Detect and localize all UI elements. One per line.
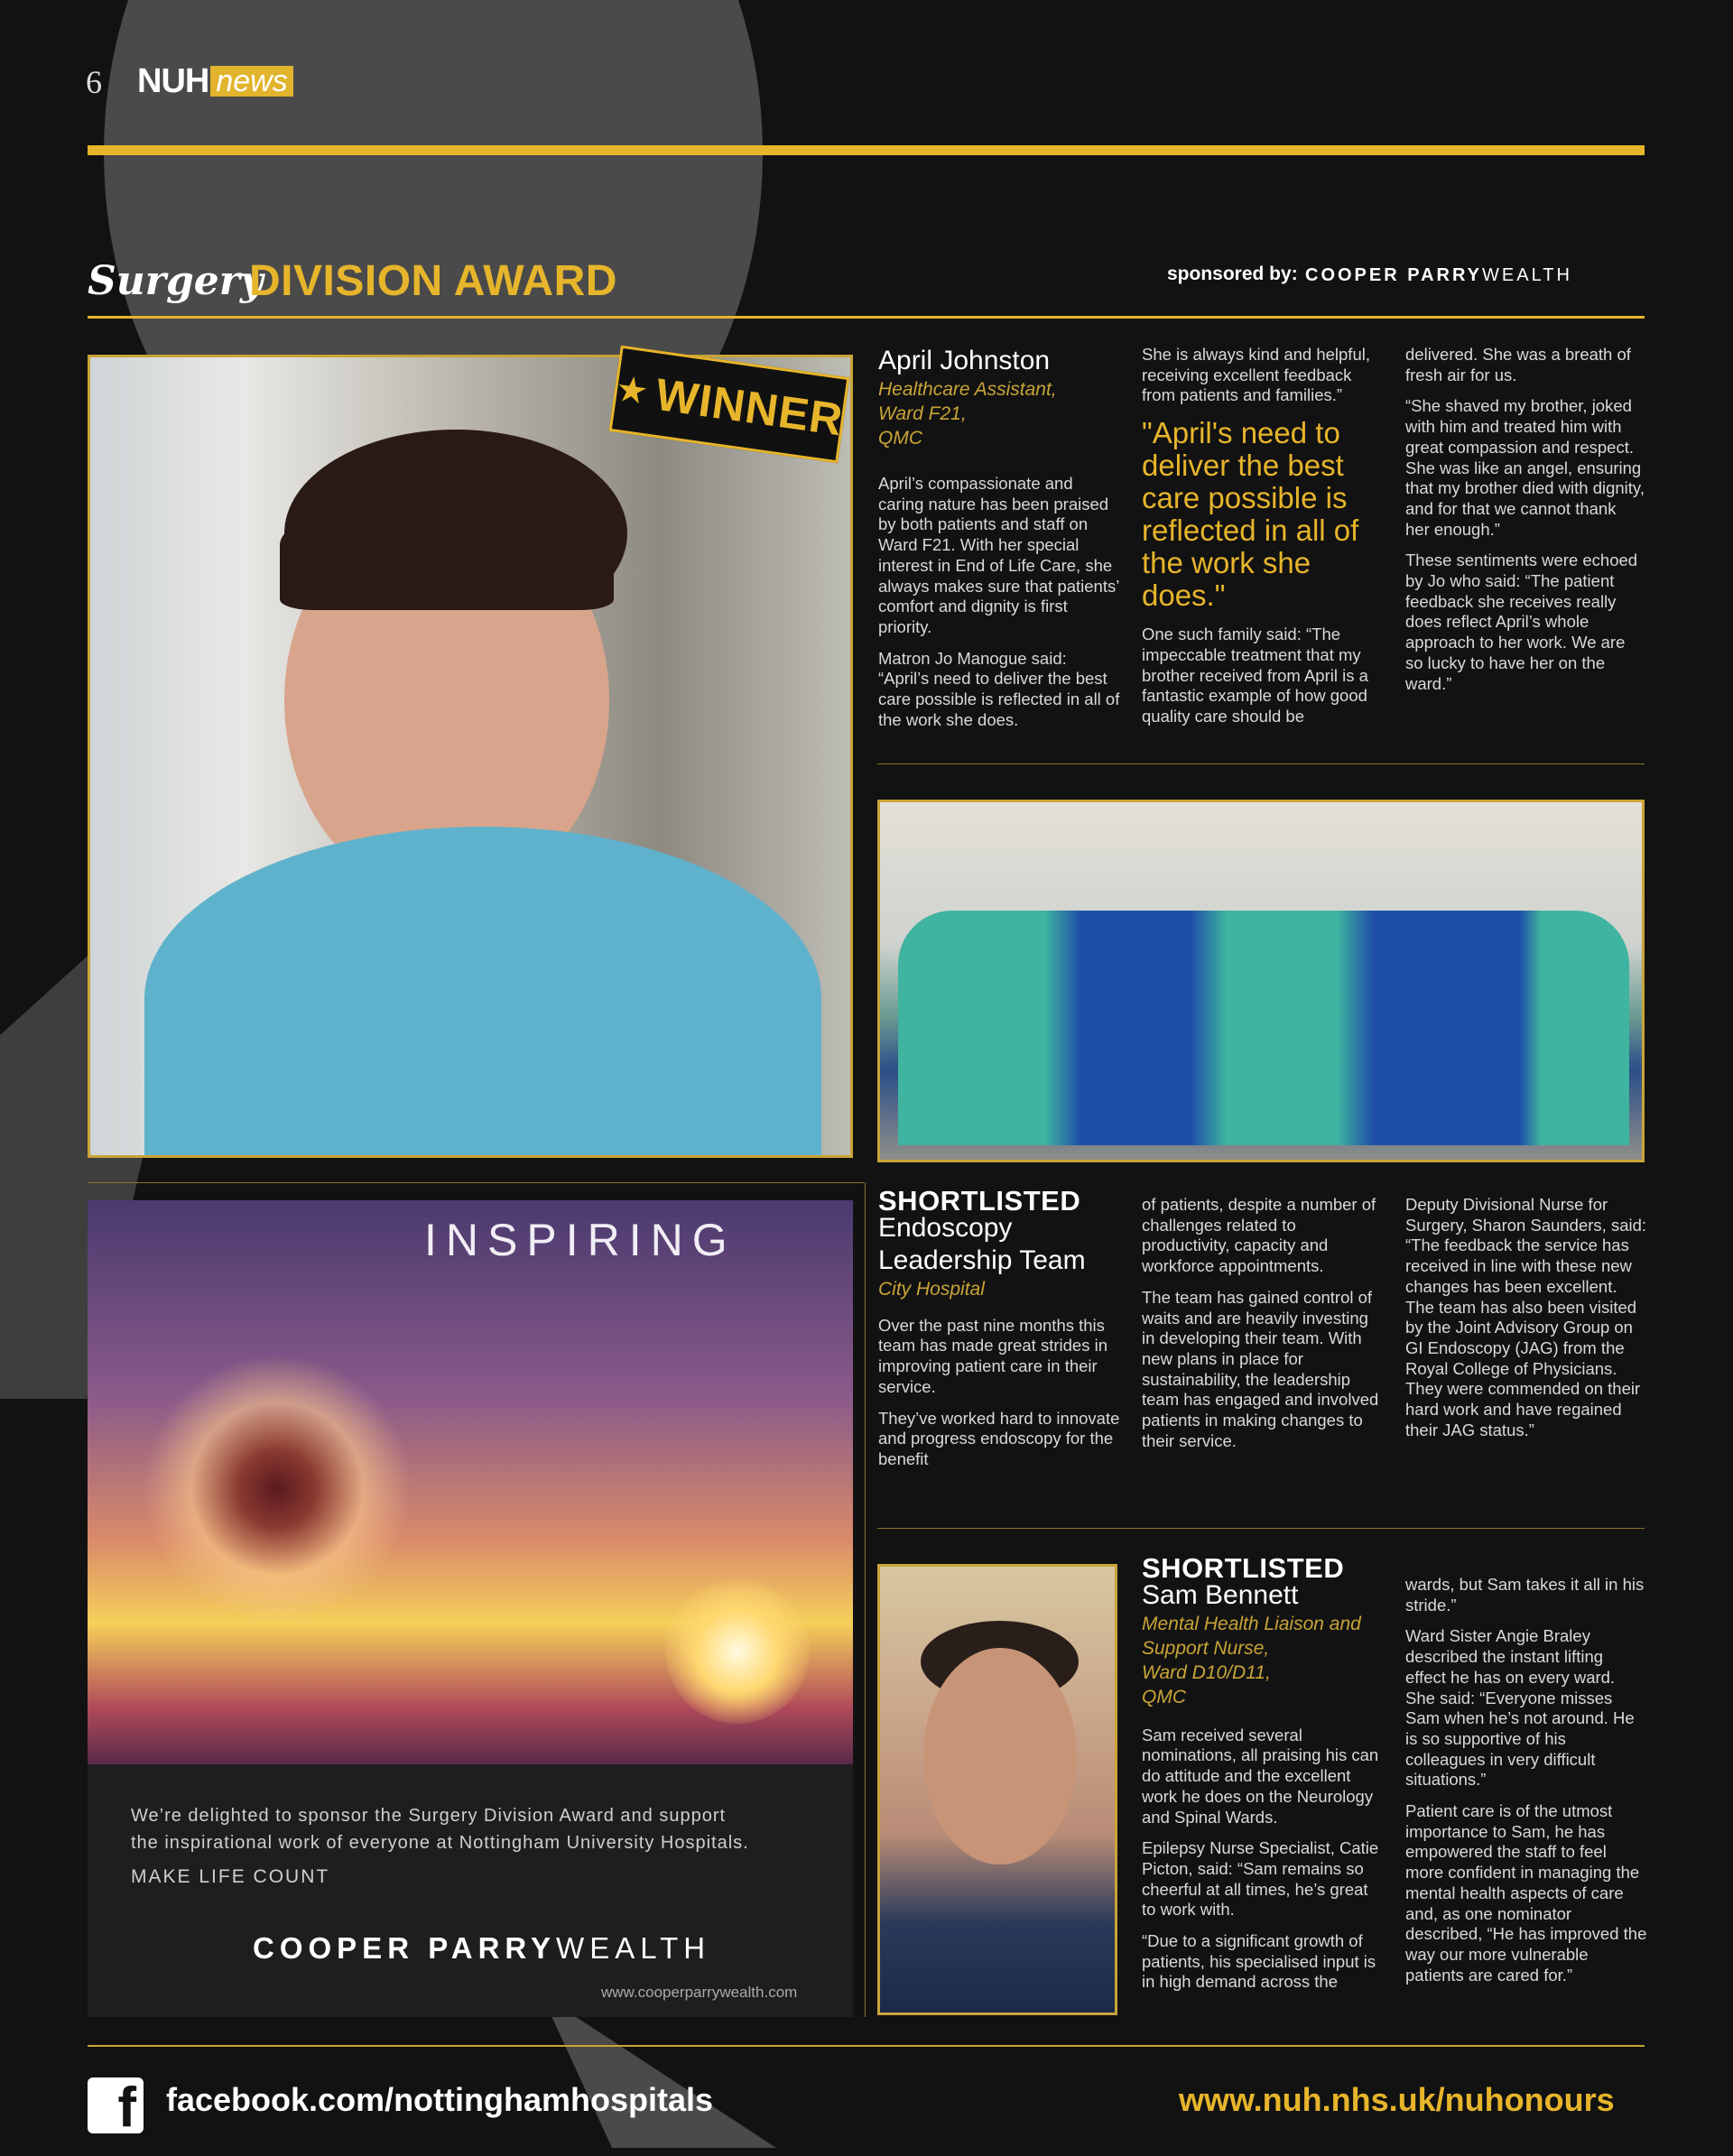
ad-text-line-2: the inspirational work of everyone at Nottingham University Hospitals.	[131, 1833, 749, 1853]
pull-quote: "April's need to deliver the best care possible is reflected in all of the work she does."	[1142, 416, 1359, 613]
section-rule	[88, 316, 1645, 319]
logo-nuh: NUH	[137, 61, 209, 100]
april-column-3	[1405, 345, 1645, 705]
left-divider	[88, 1182, 864, 1183]
endoscopy-column-2	[1142, 1195, 1385, 1462]
endoscopy-team-photo	[877, 800, 1645, 1162]
april-divider	[877, 763, 1645, 764]
nuh-news-logo	[137, 61, 293, 101]
paragraph: The team has gained control of waits and are heavily investing in developing their team. With new plans in place for sustainability, the leadership team has engaged and involved patients in making changes to their service.	[1142, 1287, 1379, 1450]
april-role-1: Healthcare Assistant,	[878, 379, 1057, 400]
ad-headline: INSPIRING	[424, 1215, 737, 1265]
header-rule	[88, 145, 1645, 155]
star-icon: ★	[613, 368, 652, 413]
dandelion-ad-photo	[88, 1200, 853, 1764]
logo-news: news	[210, 66, 292, 97]
paragraph: delivered. She was a breath of fresh air for us.	[1405, 345, 1631, 384]
april-name: April Johnston	[878, 346, 1051, 375]
background-tail	[542, 1994, 776, 2148]
sam-role-1: Mental Health Liaison and	[1142, 1613, 1361, 1634]
endoscopy-column-3	[1405, 1195, 1647, 1451]
sam-bennett-photo	[877, 1564, 1117, 2015]
april-johnston-photo	[88, 355, 853, 1158]
dandelion-head-shape	[142, 1354, 412, 1624]
paragraph: “She shaved my brother, joked with him and treated him with great compassion and respect. She was like an angel, ensuring that my brother died with dignity, and for that we cannot thank her enough.”	[1405, 396, 1645, 539]
sam-role-4: QMC	[1142, 1686, 1186, 1707]
endoscopy-role: City Hospital	[878, 1278, 985, 1300]
ad-text-line-1: We’re delighted to sponsor the Surgery Division Award and support	[131, 1806, 727, 1826]
april-role-2: Ward F21,	[878, 403, 967, 424]
section-title: DIVISION AWARD	[249, 257, 617, 305]
sam-role-3: Ward D10/D11,	[1142, 1661, 1271, 1683]
paragraph: Patient care is of the utmost importance to Sam, he has empowered the staff to feel more confident in managing the mental health aspects of care and, as one nominator described, “He has improved the way our more vulnerable patients are cared for.”	[1405, 1801, 1647, 1985]
april-column-2	[1142, 345, 1385, 738]
paragraph: One such family said: “The impeccable treatment that my brother received from April is a fantastic example of how good quality care should be	[1142, 625, 1368, 726]
paragraph: Epilepsy Nurse Specialist, Catie Picton, said: “Sam remains so cheerful at all times, he’s great to work with.	[1142, 1838, 1379, 1920]
ad-slogan: MAKE LIFE COUNT	[131, 1866, 330, 1887]
facebook-link[interactable]: facebook.com/nottinghamhospitals	[166, 2081, 714, 2118]
ad-url: www.cooperparrywealth.com	[601, 1984, 798, 2001]
paragraph: She is always kind and helpful, receiving excellent feedback from patients and families.”	[1142, 345, 1370, 405]
paragraph: They’ve worked hard to innovate and progress endoscopy for the benefit	[878, 1408, 1120, 1468]
paragraph: Matron Jo Manogue said: “April’s need to deliver the best care possible is reflected in all of the work she does.	[878, 648, 1120, 729]
vertical-divider	[865, 1182, 866, 2017]
sam-face-shape	[923, 1648, 1077, 1865]
facebook-icon[interactable]: f	[88, 2077, 144, 2133]
paragraph: Ward Sister Angie Braley described the instant lifting effect he has on every ward. She said: “Everyone misses Sam when he’s not around. He is so supportive of his colleagues in very difficult situations.”	[1405, 1626, 1635, 1790]
shortlisted-label: SHORTLISTED	[1142, 1552, 1345, 1584]
nuh-honours-link[interactable]: www.nuh.nhs.uk/nuhonours	[1179, 2081, 1615, 2118]
april-role-3: QMC	[878, 428, 922, 449]
endoscopy-name: Endoscopy Leadership Team	[878, 1212, 1086, 1275]
page-number: 6	[86, 64, 102, 100]
april-column-1	[878, 345, 1120, 741]
ad-text	[131, 1802, 749, 1856]
endoscopy-divider	[877, 1528, 1645, 1529]
paragraph: wards, but Sam takes it all in his stride.”	[1405, 1575, 1645, 1615]
paragraph: Over the past nine months this team has made great strides in improving patient care in their service.	[878, 1315, 1107, 1396]
sam-role-2: Support Nurse,	[1142, 1637, 1270, 1659]
endoscopy-column-1	[878, 1185, 1120, 1481]
paragraph: These sentiments were echoed by Jo who said: “The patient feedback she receives really does reflect April’s whole approach to her work. We are so lucky to have her on the ward.”	[1405, 551, 1638, 693]
team-group-shape	[898, 911, 1629, 1145]
sponsor-logo: COOPER PARRYWEALTH	[1305, 265, 1572, 285]
paragraph: Deputy Divisional Nurse for Surgery, Sharon Saunders, said: “The feedback the service has received in line with these new changes has been excellent. The team has also been visited by the Joint Advisory Group on GI Endoscopy (JAG) from the Royal College of Physicians. They were commended on their hard work and have regained their JAG status.”	[1405, 1195, 1647, 1439]
section-surgery: Surgery	[88, 258, 264, 304]
paragraph: “Due to a significant growth of patients, his specialised input is in high demand across the	[1142, 1931, 1376, 1992]
ad-logo: COOPER PARRYWEALTH	[253, 1931, 711, 1965]
paragraph: Sam received several nominations, all praising his can do attitude and the excellent work he does on the Neurology and Spinal Wards.	[1142, 1725, 1379, 1827]
paragraph: April’s compassionate and caring nature has been praised by both patients and staff on Ward F21. With her special interest in End of Life Care, she always makes sure that patients’ comfort and dignity is first priority.	[878, 474, 1119, 636]
sponsored-by: sponsored by:	[1167, 264, 1298, 284]
sam-column-3	[1405, 1575, 1647, 1996]
fringe-shape	[280, 502, 614, 610]
winner-label: WINNER	[652, 368, 847, 446]
sun-shape	[665, 1579, 810, 1724]
footer-rule	[88, 2045, 1645, 2047]
sam-name: Sam Bennett	[1142, 1579, 1299, 1610]
uniform-shape	[144, 827, 821, 1158]
sam-column-2	[1142, 1552, 1385, 2003]
paragraph: of patients, despite a number of challenges related to productivity, capacity and workforce appointments.	[1142, 1195, 1376, 1276]
shortlisted-label: SHORTLISTED	[878, 1185, 1081, 1217]
